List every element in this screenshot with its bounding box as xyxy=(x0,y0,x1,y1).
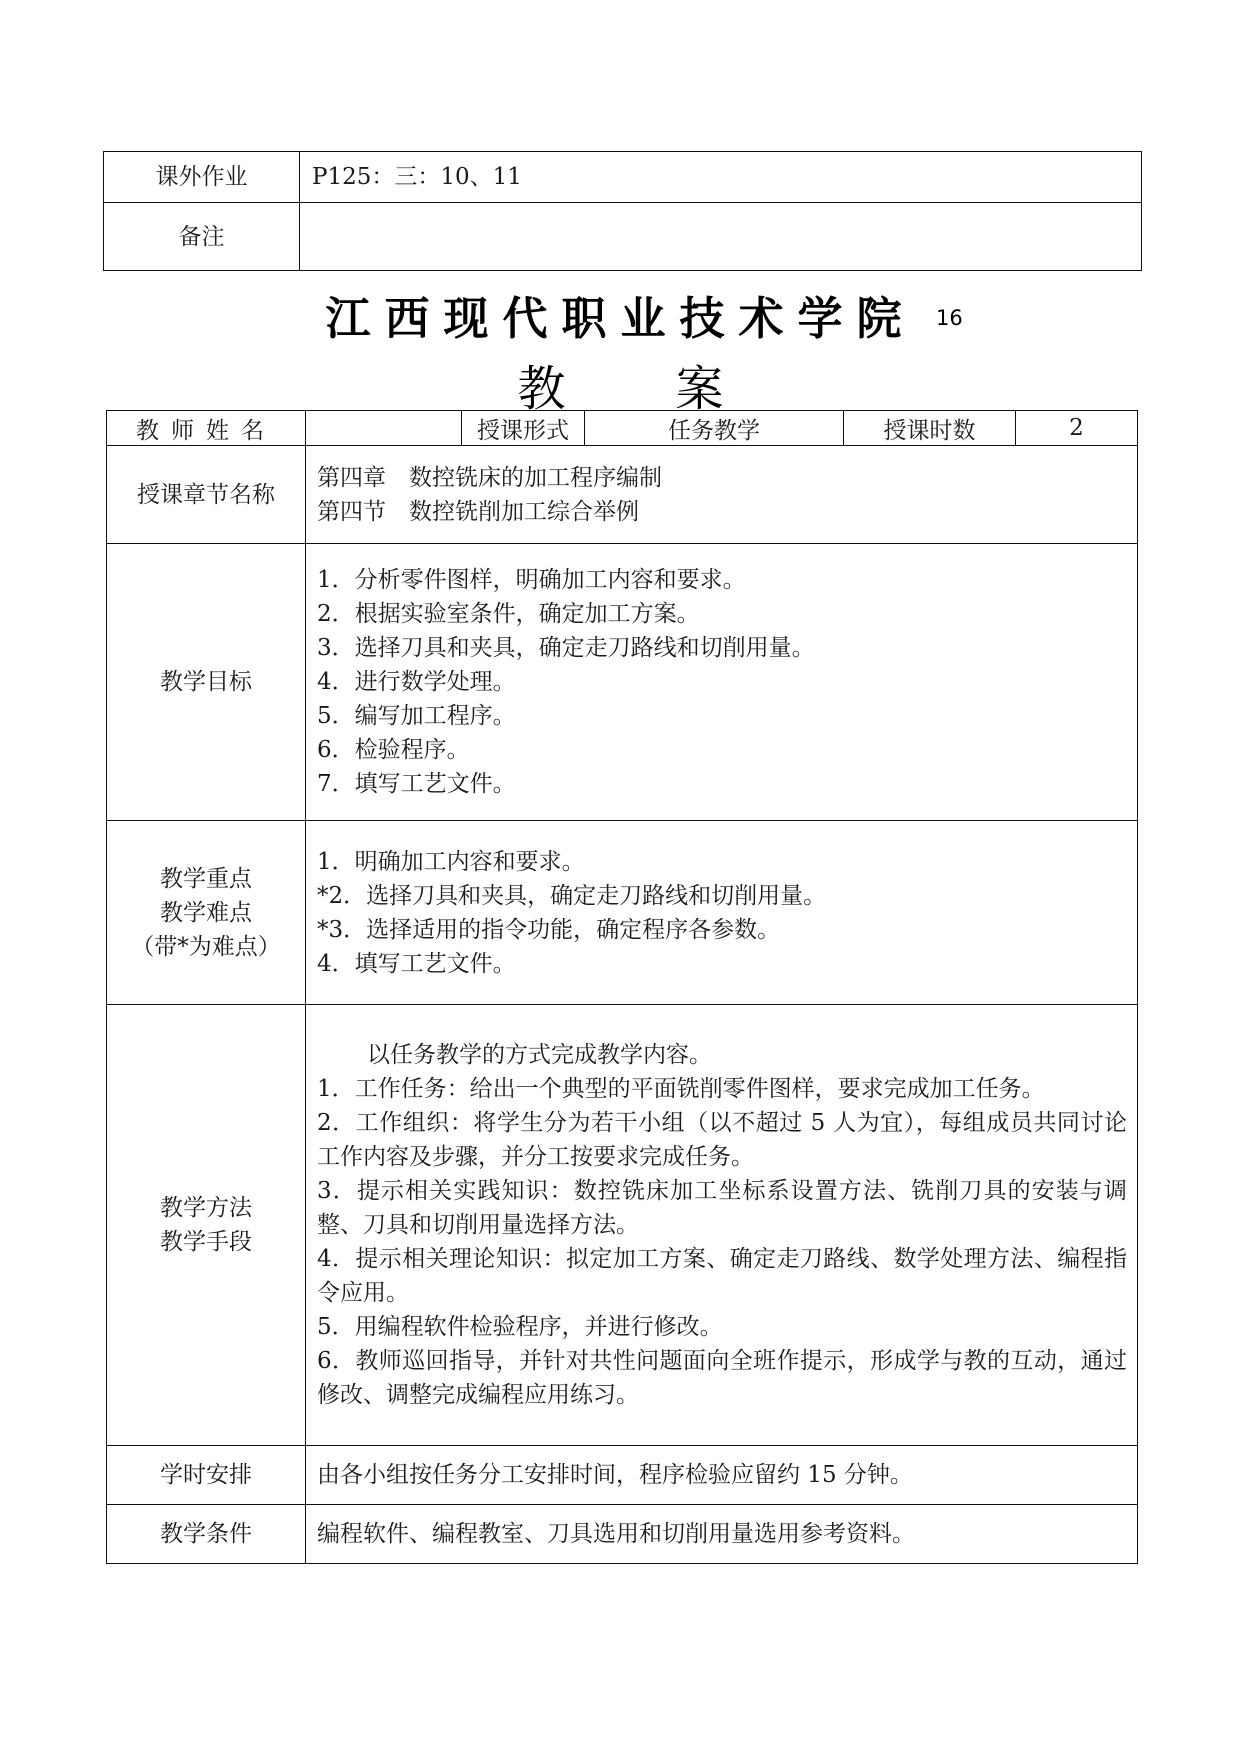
conditions-value: 编程软件、编程教室、刀具选用和切削用量选用参考资料。 xyxy=(306,1505,1138,1564)
remarks-label: 备注 xyxy=(104,203,300,271)
teacher-name-label: 教师姓名 xyxy=(107,411,306,446)
methods-intro: 以任务教学的方式完成教学内容。 xyxy=(367,1042,712,1068)
chapter-label: 授课章节名称 xyxy=(107,446,306,544)
list-item: 2．根据实验室条件，确定加工方案。 xyxy=(317,601,700,627)
list-item: 2．工作组织：将学生分为若干小组（以不超过 5 人为宜），每组成员共同讨论工作内容及步骤，并分工按要求完成任务。 xyxy=(317,1110,1127,1170)
methods-content xyxy=(306,1005,1138,1446)
schedule-value: 由各小组按任务分工安排时间，程序检验应留约 15 分钟。 xyxy=(306,1446,1138,1505)
key-points-label xyxy=(107,821,306,1005)
methods-label-line: 教学手段 xyxy=(160,1229,252,1255)
list-item: 4．填写工艺文件。 xyxy=(317,950,516,977)
list-item: *2．选择刀具和夹具，确定走刀路线和切削用量。 xyxy=(317,882,827,909)
teaching-form-label: 授课形式 xyxy=(462,411,585,446)
list-item: 5．用编程软件检验程序，并进行修改。 xyxy=(317,1314,723,1340)
chapter-line: 第四章 数控铣床的加工程序编制 xyxy=(317,464,662,491)
page-number: 16 xyxy=(936,306,963,330)
list-item: 1．工作任务：给出一个典型的平面铣削零件图样，要求完成加工任务。 xyxy=(317,1076,1045,1102)
class-hours-label: 授课时数 xyxy=(844,411,1016,446)
list-item: 7．填写工艺文件。 xyxy=(317,771,516,797)
doc-type-char-1: 教 xyxy=(517,361,566,417)
teacher-name-value xyxy=(306,411,462,446)
list-item: 1．分析零件图样，明确加工内容和要求。 xyxy=(317,567,746,593)
list-item: *3．选择适用的指令功能，确定程序各参数。 xyxy=(317,916,781,943)
list-item: 6．检验程序。 xyxy=(317,737,470,763)
list-item: 3．提示相关实践知识：数控铣床加工坐标系设置方法、铣削刀具的安装与调整、刀具和切削用量选择方法。 xyxy=(317,1178,1127,1238)
key-points-label-line: （带*为难点） xyxy=(131,933,281,960)
teaching-form-value: 任务教学 xyxy=(585,411,844,446)
school-name: 江西现代职业技术学院 xyxy=(325,292,916,345)
homework-table xyxy=(103,151,1142,271)
conditions-label: 教学条件 xyxy=(107,1505,306,1564)
key-points-label-line: 教学难点 xyxy=(160,899,252,926)
homework-label: 课外作业 xyxy=(104,152,300,203)
class-hours-value: 2 xyxy=(1016,411,1138,446)
chapter-content xyxy=(306,446,1138,544)
lesson-plan-table xyxy=(106,410,1138,1564)
document-type xyxy=(0,350,1241,419)
key-points-list xyxy=(306,821,1138,1005)
list-item: 4．提示相关理论知识：拟定加工方案、确定走刀路线、数学处理方法、编程指令应用。 xyxy=(317,1246,1127,1306)
list-item: 3．选择刀具和夹具，确定走刀路线和切削用量。 xyxy=(317,635,815,661)
methods-label xyxy=(107,1005,306,1446)
doc-type-char-2: 案 xyxy=(675,361,724,417)
list-item: 4．进行数学处理。 xyxy=(317,669,516,695)
methods-label-line: 教学方法 xyxy=(160,1195,252,1221)
remarks-value xyxy=(300,203,1142,271)
list-item: 6．教师巡回指导，并针对共性问题面向全班作提示，形成学与教的互动，通过修改、调整完成编程应用练习。 xyxy=(317,1348,1127,1408)
objectives-list xyxy=(306,544,1138,821)
list-item: 5．编写加工程序。 xyxy=(317,703,516,729)
objectives-label: 教学目标 xyxy=(107,544,306,821)
section-line: 第四节 数控铣削加工综合举例 xyxy=(317,498,639,525)
list-item: 1．明确加工内容和要求。 xyxy=(317,848,585,875)
schedule-label: 学时安排 xyxy=(107,1446,306,1505)
homework-value: P125：三：10、11 xyxy=(300,152,1142,203)
key-points-label-line: 教学重点 xyxy=(160,865,252,892)
